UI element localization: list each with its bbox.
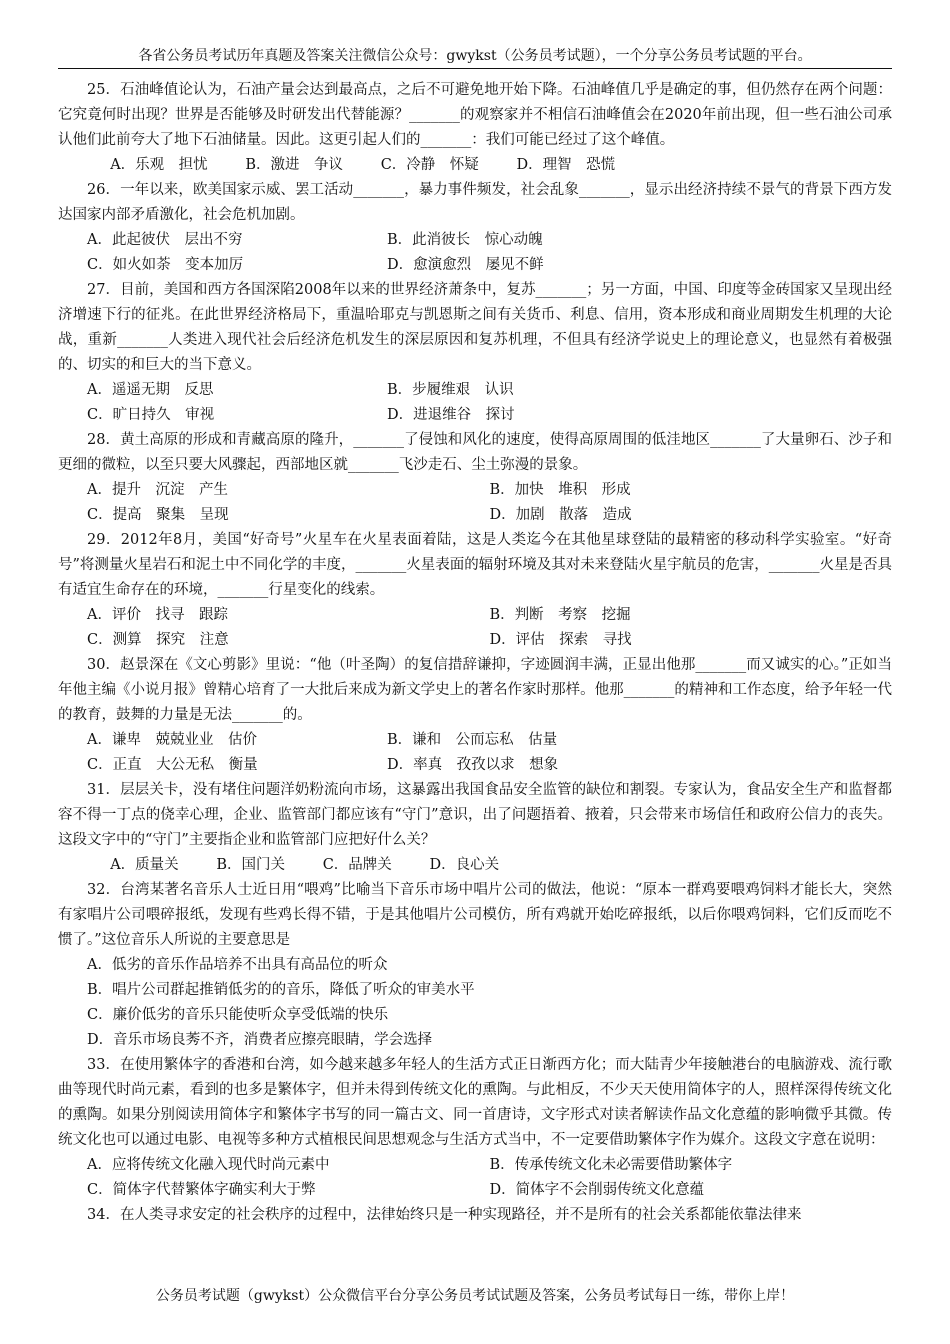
option-b: B．判断 考察 挖掘 — [489, 607, 631, 623]
options-row — [58, 953, 892, 978]
question-stem: 29．2012年8月，美国“好奇号”火星车在火星表面着陆，这是人类迄今在其他星球登陆的最精密的移动科学实验室。“好奇号”将测量火星岩石和泥土中不同化学的丰度，_______火星表面的辐射环境及其对未来登陆火星宇航员的危害，_______火星是否具有适宜生命存在的环境，_______行星变化的线索。 — [58, 532, 892, 598]
options-row — [58, 628, 892, 653]
question-25 — [58, 78, 892, 178]
question-34 — [58, 1203, 892, 1228]
options-row — [58, 253, 892, 278]
options-row — [58, 1003, 892, 1028]
options-row — [58, 228, 892, 253]
options-row — [58, 1028, 892, 1053]
options-row — [58, 503, 892, 528]
page-header: 各省公务员考试历年真题及答案关注微信公众号：gwykst（公务员考试题），一个分享公务员考试题的平台。 — [138, 48, 812, 64]
option-c: C．廉价低劣的音乐只能使听众享受低端的快乐 — [87, 1007, 389, 1023]
question-stem: 33．在使用繁体字的香港和台湾，如今越来越多年轻人的生活方式正日渐西方化；而大陆青少年接触港台的电脑游戏、流行歌曲等现代时尚元素，看到的也多是繁体字，但并未得到传统文化的熏陶。与此相反，不少天天使用简体字的人，照样深得传统文化的熏陶。如果分别阅读用简体字和繁体字书写的同一篇古文、同一首唐诗，文字形式对读者解读作品文化意蕴的影响微乎其微。传统文化也可以通过电影、电视等多种方式植根民间思想观念与生活方式当中，不一定要借助繁体字作为媒介。这段文字意在说明： — [58, 1057, 892, 1148]
question-stem: 34．在人类寻求安定的社会秩序的过程中，法律始终只是一种实现路径，并不是所有的社会关系都能依靠法律来 — [87, 1207, 802, 1223]
option-a: A．此起彼伏 层出不穷 — [87, 232, 243, 248]
options-row — [58, 1153, 892, 1178]
page-footer: 公务员考试题（gwykst）公众微信平台分享公务员考试试题及答案，公务员考试每日一练，带你上岸！ — [155, 1288, 795, 1304]
option-d: D．音乐市场良莠不齐，消费者应擦亮眼睛，学会选择 — [87, 1032, 433, 1048]
question-stem: 27．目前，美国和西方各国深陷2008年以来的世界经济萧条中，复苏_______；另一方面，中国、印度等金砖国家又呈现出经济增速下行的征兆。在此世界经济格局下，重温哈耶克与凯恩斯之间有关货币、利息、信用，资本形成和商业周期发生机理的大论战，重新_______人类进入现代社会后经济危机发生的深层原因和复苏机理，不但具有经济学说史上的理论意义，也显然有着极强的、切实的和巨大的当下意义。 — [58, 282, 892, 373]
header-divider — [58, 68, 892, 69]
option-c: C．旷日持久 审视 — [87, 407, 215, 423]
question-list — [58, 78, 892, 1228]
question-stem: 25．石油峰值论认为，石油产量会达到最高点，之后不可避免地开始下降。石油峰值几乎是确定的事，但仍然存在两个问题：它究竟何时出现？世界是否能够及时研发出代替能源？_______的观察家并不相信石油峰值会在2020年前出现，但一些石油公司承认他们此前夸大了地下石油储量。因此。这更引起人们的_______：我们可能已经过了这个峰值。 — [58, 82, 892, 148]
question-30 — [58, 653, 892, 778]
option-c: C．品牌关 — [322, 857, 392, 873]
options-row — [58, 1178, 892, 1203]
option-d: D．良心关 — [429, 857, 500, 873]
option-c: C．简体字代替繁体字确实利大于弊 — [87, 1182, 316, 1198]
question-33 — [58, 1053, 892, 1203]
question-stem: 30．赵景深在《文心剪影》里说：“他（叶圣陶）的复信措辞谦抑，字迹圆润丰满，正显出他那_______而又诚实的心。”正如当年他主编《小说月报》曾精心培育了一大批后来成为新文学史上的著名作家时那样。他那_______的精神和工作态度，给予年轻一代的教育，鼓舞的力量是无法_______的。 — [58, 657, 892, 723]
option-a: A．评价 找寻 跟踪 — [87, 607, 228, 623]
question-31 — [58, 778, 892, 878]
question-28 — [58, 428, 892, 528]
options-row — [58, 753, 892, 778]
question-32 — [58, 878, 892, 1053]
options-row — [58, 153, 892, 178]
option-b: B．传承传统文化未必需要借助繁体字 — [489, 1157, 733, 1173]
option-d: D．评估 探索 寻找 — [489, 632, 632, 648]
option-c: C．正直 大公无私 衡量 — [87, 757, 258, 773]
option-a: A．乐观 担忧 — [110, 157, 208, 173]
option-b: B．激进 争议 — [245, 157, 344, 173]
option-b: B．唱片公司群起推销低劣的的音乐，降低了听众的审美水平 — [87, 982, 475, 998]
option-a: A．低劣的音乐作品培养不出具有高品位的听众 — [87, 957, 388, 973]
option-c: C．测算 探究 注意 — [87, 632, 229, 648]
question-stem: 31．层层关卡，没有堵住问题洋奶粉流向市场，这暴露出我国食品安全监管的缺位和割裂。专家认为，食品安全生产和监督都容不得一丁点的侥幸心理，企业、监管部门都应该有“守门”意识，出了问题捂着、掖着，只会带来市场信任和政府公信力的丧失。这段文字中的“守门”主要指企业和监管部门应把好什么关？ — [58, 782, 892, 848]
option-c: C．如火如荼 变本加厉 — [87, 257, 244, 273]
option-d: D．加剧 散落 造成 — [489, 507, 632, 523]
option-d: D．进退维谷 探讨 — [387, 407, 515, 423]
options-row — [58, 603, 892, 628]
option-b: B．国门关 — [216, 857, 286, 873]
option-b: B．此消彼长 惊心动魄 — [387, 232, 543, 248]
options-row — [58, 728, 892, 753]
option-d: D．简体字不会削弱传统文化意蕴 — [489, 1182, 705, 1198]
option-a: A．质量关 — [110, 857, 179, 873]
option-b: B．加快 堆积 形成 — [489, 482, 631, 498]
options-row — [58, 403, 892, 428]
option-a: A．提升 沉淀 产生 — [87, 482, 228, 498]
question-stem: 32．台湾某著名音乐人士近日用“喂鸡”比喻当下音乐市场中唱片公司的做法，他说：“原本一群鸡要喂鸡饲料才能长大，突然有家唱片公司喂碎报纸，发现有些鸡长得不错，于是其他唱片公司模仿，所有鸡就开始吃碎报纸，以后你喂鸡饲料，它们反而吃不惯了。”这位音乐人所说的主要意思是 — [58, 882, 892, 948]
option-a: A．遥遥无期 反思 — [87, 382, 214, 398]
question-stem: 28．黄土高原的形成和青藏高原的隆升，_______了侵蚀和风化的速度，使得高原周围的低洼地区_______了大量卵石、沙子和更细的微粒，以至只要大风骤起，西部地区就_______飞沙走石、尘土弥漫的景象。 — [58, 432, 892, 473]
option-b: B．谦和 公而忘私 估量 — [387, 732, 558, 748]
question-26 — [58, 178, 892, 278]
option-a: A．谦卑 兢兢业业 估价 — [87, 732, 257, 748]
question-29 — [58, 528, 892, 653]
option-c: C．冷静 怀疑 — [380, 157, 479, 173]
options-row — [58, 853, 892, 878]
option-d: D．理智 恐慌 — [516, 157, 616, 173]
options-row — [58, 478, 892, 503]
option-c: C．提高 聚集 呈现 — [87, 507, 229, 523]
question-stem: 26．一年以来，欧美国家示威、罢工活动_______，暴力事件频发，社会乱象_______，显示出经济持续不景气的背景下西方发达国家内部矛盾激化，社会危机加剧。 — [58, 182, 892, 223]
options-row — [58, 978, 892, 1003]
question-27 — [58, 278, 892, 428]
option-b: B．步履维艰 认识 — [387, 382, 514, 398]
options-row — [58, 378, 892, 403]
option-a: A．应将传统文化融入现代时尚元素中 — [87, 1157, 330, 1173]
option-d: D．愈演愈烈 屡见不鲜 — [387, 257, 544, 273]
option-d: D．率真 孜孜以求 想象 — [387, 757, 559, 773]
